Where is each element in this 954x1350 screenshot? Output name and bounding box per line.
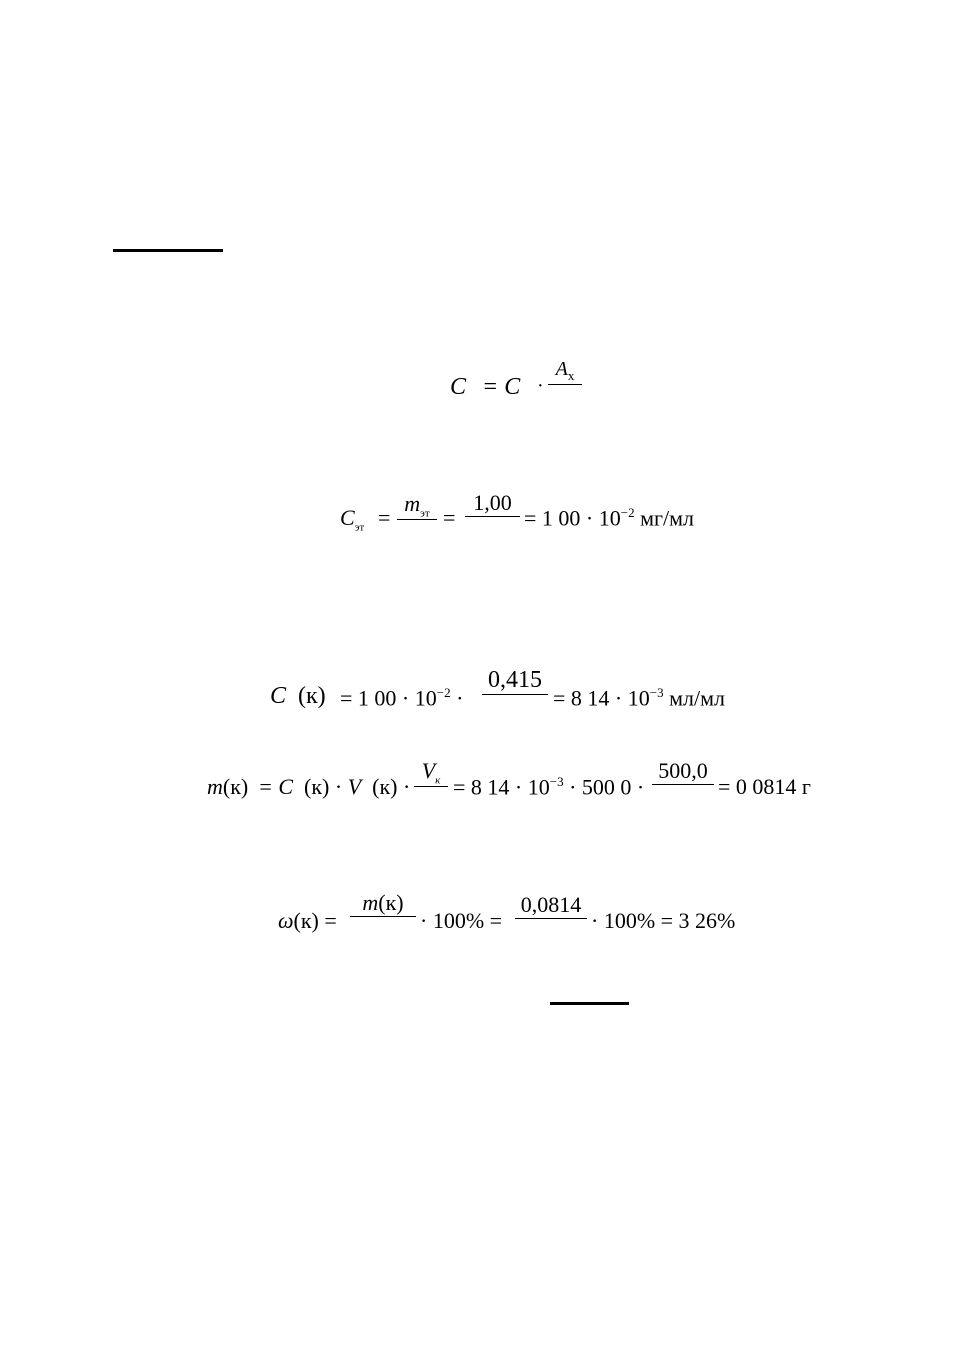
formula-3-unit: мл/мл <box>669 685 725 711</box>
formula-1-lhs: C <box>450 374 467 400</box>
formula-5-lhs: ω(к) = <box>278 908 337 933</box>
formula-5-fraction-2: 0,0814 <box>515 892 587 919</box>
formula-1-frac-sub: х <box>567 368 575 383</box>
formula-2-unit: мг/мл <box>640 505 695 531</box>
formula-3-fraction: 0,415 <box>482 667 548 695</box>
formula-4-eq2: = 8 $14 \cdot 10^{-3} \cdot 500$ 0 · <box>453 774 645 800</box>
formula-3-eq: = 8 $14 \cdot 10^{-3}$ мл/мл <box>553 685 725 711</box>
formula-3-lhs: C (к) <box>270 683 326 709</box>
formula-1-frac-num: A <box>555 358 568 380</box>
formula-1-rhs: = C <box>482 374 521 400</box>
formula-5-fraction-1: m(к) <box>350 890 416 917</box>
formula-2-eq1: = <box>378 505 391 530</box>
formula-4-unit: г <box>801 774 811 799</box>
bottom-center-rule <box>550 1002 629 1005</box>
formula-2-eq2: = <box>443 505 456 530</box>
formula-2-fraction-1: $m_{эт}$ <box>397 491 437 520</box>
formula-4-lhs: m(к) <box>207 774 249 799</box>
formula-2-fraction-2: 1,00 <box>465 490 520 517</box>
formula-5-mult: · 100% = <box>420 908 503 933</box>
formula-1-dot: · <box>537 375 544 397</box>
formula-3-result: = 1 $00 \cdot 10^{-2}$ · <box>340 685 464 711</box>
formula-4-fraction-1: $V_к$ <box>414 758 448 787</box>
formula-1-fraction <box>548 358 582 385</box>
formula-4-fraction-2: 500,0 <box>652 758 714 785</box>
formula-1-frac-bar <box>548 384 582 385</box>
formula-2-result: = 1 $00 \cdot 10^{-2}$ мг/мл <box>524 505 695 531</box>
formula-2-lhs: $C_{эт}$ <box>340 505 365 534</box>
formula-4-c: = C (к) · V (к) · <box>258 774 411 799</box>
formula-5-result: · 100% = 3 26% <box>591 908 736 933</box>
top-left-rule <box>113 249 223 252</box>
formula-4-result: = 0 0814 г <box>718 774 811 799</box>
